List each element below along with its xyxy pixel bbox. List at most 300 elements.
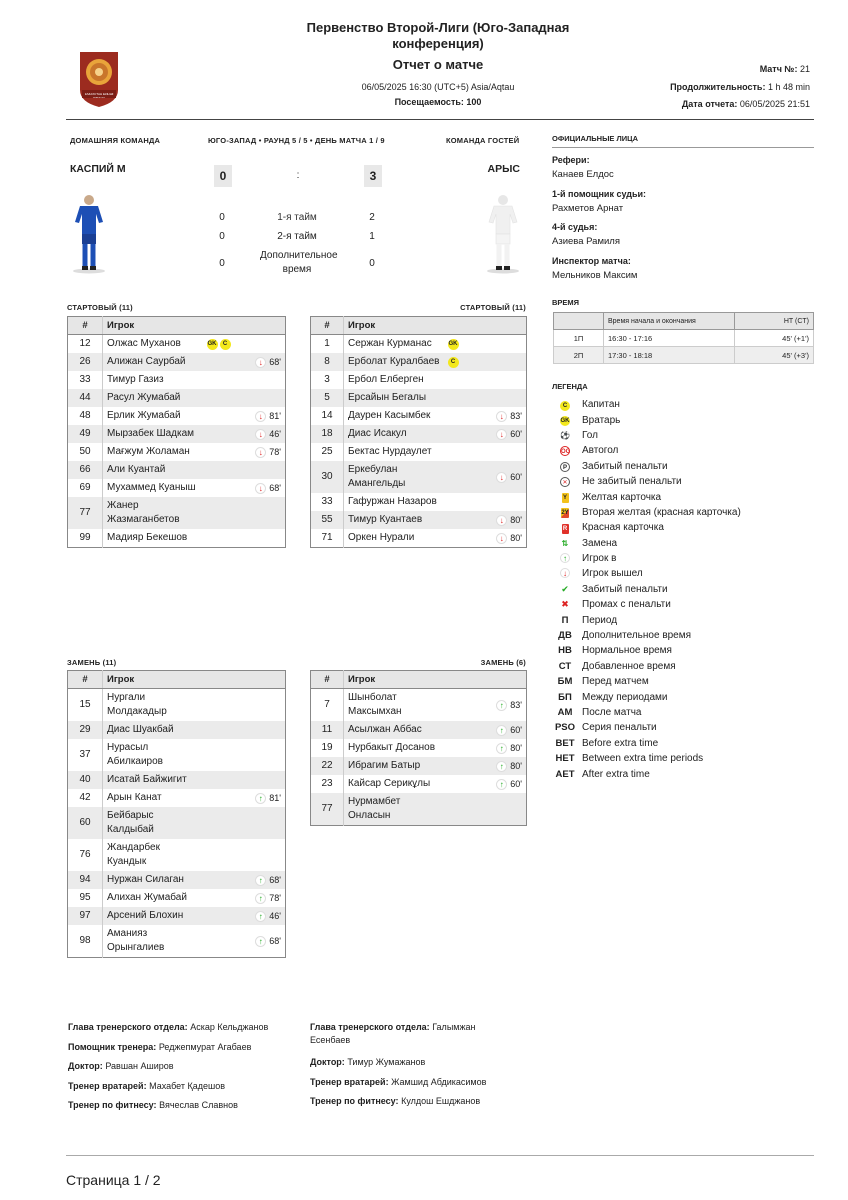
time-col-range: Время начала и окончания <box>604 313 735 330</box>
legend-item <box>552 597 814 612</box>
player-number: 71 <box>311 529 344 548</box>
player-name: Нурбакыт Досанов <box>348 742 436 753</box>
player-out-icon: ↓ <box>255 447 266 458</box>
player-events <box>203 389 286 407</box>
official-role: Рефери: <box>552 155 590 165</box>
official-role: 4-й судья: <box>552 222 598 232</box>
officials-divider <box>552 147 814 148</box>
header-divider <box>66 119 814 120</box>
staff-name: Жамшид Абдикасимов <box>391 1076 487 1087</box>
match-datetime: 06/05/2025 16:30 (UTC+5) Asia/Aqtau <box>361 82 515 92</box>
staff-role: Доктор: <box>310 1057 345 1067</box>
player-events <box>444 511 527 529</box>
legend-label: Before extra time <box>582 737 659 749</box>
player-number: 95 <box>68 889 103 907</box>
player-events <box>203 739 286 771</box>
away-subs-table <box>310 670 527 826</box>
legend-label: Between extra time periods <box>582 753 704 765</box>
away-kit-icon <box>486 192 520 279</box>
player-events <box>444 443 527 461</box>
logo-text: КАЗАХСТАН ЕКІНШІ ЛИГАСЫ <box>84 92 114 98</box>
time-col-ht: HT (CT) <box>735 313 814 330</box>
legend-abbr: СТ <box>558 660 572 672</box>
col-player: Игрок <box>344 671 527 689</box>
player-events <box>444 793 527 826</box>
legend-abbr: HET <box>555 753 575 765</box>
player-row <box>311 511 527 529</box>
legend-symbol <box>552 584 578 595</box>
legend-label: Капитан <box>582 399 620 411</box>
player-in-icon: ↑ <box>496 779 507 790</box>
player-number: 44 <box>68 389 103 407</box>
goalkeeper-icon: GK <box>448 339 459 350</box>
staff-role: Тренер вратарей: <box>68 1080 147 1091</box>
legend-label: Вратарь <box>582 414 621 426</box>
player-events <box>203 925 286 958</box>
legend-item <box>552 628 814 643</box>
time-range: 17:30 - 18:18 <box>604 347 735 364</box>
player-row <box>68 907 286 925</box>
player-events <box>444 689 527 722</box>
period-away-score: 2 <box>369 212 375 223</box>
player-out-icon: ↓ <box>255 357 266 368</box>
player-in-icon: ↑ <box>255 793 266 804</box>
player-row <box>68 789 286 807</box>
attendance-value: 100 <box>466 97 482 107</box>
period-home-score: 0 <box>219 212 225 223</box>
player-events <box>203 889 286 907</box>
player-number: 23 <box>311 775 344 793</box>
legend-label: Автогол <box>582 445 619 457</box>
staff-item <box>68 1099 298 1119</box>
legend-item <box>552 489 814 504</box>
staff-item <box>68 1041 298 1061</box>
player-events <box>444 335 527 354</box>
league-logo <box>74 50 124 108</box>
duration-label: Продолжительность: <box>670 82 766 92</box>
player-name: Гафуржан Назаров <box>348 496 437 507</box>
legend-item <box>552 443 814 458</box>
staff-item <box>68 1021 298 1041</box>
legend-label: Вторая желтая (красная карточка) <box>582 506 741 518</box>
player-name: Диас Исакул <box>344 425 444 443</box>
player-events <box>444 529 527 548</box>
player-number: 18 <box>311 425 344 443</box>
period-label: 2-я тайм <box>277 231 317 242</box>
legend-label: Промах с пенальти <box>582 599 671 611</box>
staff-name: Махабет Қадешов <box>149 1080 226 1091</box>
player-number: 97 <box>68 907 103 925</box>
legend-item <box>552 582 814 597</box>
player-out-icon: ↓ <box>560 568 570 578</box>
attendance-label: Посещаемость: <box>394 97 464 107</box>
penalty-missed-icon: ✕ <box>560 477 570 487</box>
player-name: Ибрагим Батыр <box>344 757 444 775</box>
player-name: Асылжан Аббас <box>344 721 444 739</box>
player-number: 15 <box>68 689 103 722</box>
player-name: Нурмамбет Онласын <box>344 793 444 826</box>
player-row <box>68 353 286 371</box>
player-row <box>68 389 286 407</box>
player-events <box>203 529 286 548</box>
col-player: Игрок <box>103 671 286 689</box>
player-name: Мырзабек Шадкам <box>103 425 203 443</box>
report-date-label: Дата отчета: <box>681 99 738 109</box>
player-number: 33 <box>311 493 344 511</box>
sub-minute: 83' <box>510 411 522 421</box>
player-number: 76 <box>68 839 103 871</box>
time-row <box>554 330 814 347</box>
staff-role: Тренер по фитнесу: <box>68 1100 157 1110</box>
legend-label: Период <box>582 614 618 626</box>
red-card-icon: R <box>562 525 568 532</box>
legend-item <box>552 612 814 627</box>
player-in-icon: ↑ <box>496 700 507 711</box>
player-events <box>444 721 527 739</box>
sub-minute: 68' <box>269 936 281 946</box>
player-row <box>311 793 527 826</box>
period-label: 1-я тайм <box>277 212 317 223</box>
player-out-icon: ↓ <box>255 429 266 440</box>
player-row <box>68 529 286 548</box>
player-row <box>311 389 527 407</box>
home-start-title: СТАРТОВЫЙ (11) <box>67 303 133 312</box>
staff-name: Вячеслав Славнов <box>159 1100 238 1110</box>
player-name: Оркен Нурали <box>348 532 415 543</box>
period-home-score: 0 <box>219 231 225 242</box>
sub-minute: 60' <box>510 472 522 482</box>
period-away-score: 1 <box>369 231 375 242</box>
player-out-icon: ↓ <box>496 411 507 422</box>
legend-item <box>552 689 814 704</box>
legend-abbr: П <box>561 614 569 626</box>
staff-role: Доктор: <box>68 1061 103 1071</box>
legend-symbol <box>552 491 578 503</box>
player-name: Ерсайын Бегалы <box>344 389 444 407</box>
goalkeeper-icon: GK <box>560 418 570 425</box>
player-out-icon: ↓ <box>255 411 266 422</box>
official-item <box>552 155 814 189</box>
player-name: Мағжум Жоламан <box>107 446 190 457</box>
legend-item <box>552 551 814 566</box>
time-col-period <box>554 313 604 330</box>
legend-symbol <box>552 476 578 487</box>
legend-symbol <box>552 506 578 518</box>
col-player: Игрок <box>103 317 286 335</box>
sub-minute: 78' <box>269 447 281 457</box>
legend-item <box>552 674 814 689</box>
legend-item <box>552 659 814 674</box>
legend-symbol <box>552 538 578 549</box>
legend-symbol <box>552 461 578 472</box>
player-events <box>203 443 286 461</box>
report-title: Первенство Второй-Лиги (Юго-Западная конференция) <box>306 20 570 51</box>
player-number: 50 <box>68 443 103 461</box>
away-team-name: АРЫС <box>487 163 520 175</box>
player-in-icon: ↑ <box>255 936 266 947</box>
player-number: 8 <box>311 353 344 371</box>
player-number: 37 <box>68 739 103 771</box>
home-staff <box>68 1021 298 1119</box>
player-number: 12 <box>68 335 103 354</box>
captain-icon: C <box>560 401 570 411</box>
player-name: Бейбарыс Калдыбай <box>103 807 203 839</box>
second-yellow-icon: 2Y <box>561 510 569 517</box>
player-row <box>68 371 286 389</box>
legend-abbr: ДВ <box>558 630 572 642</box>
player-number: 77 <box>68 497 103 529</box>
player-events <box>444 371 527 389</box>
official-item <box>552 256 814 290</box>
legend-label: Красная карточка <box>582 522 664 534</box>
report-date <box>682 99 810 109</box>
player-number: 60 <box>68 807 103 839</box>
player-name: Кайсар Серикұлы <box>348 778 431 789</box>
legend-label: Желтая карточка <box>582 491 662 503</box>
player-row <box>68 839 286 871</box>
sub-minute: 80' <box>510 761 522 771</box>
player-name: Жанер Жазмаганбетов <box>103 497 203 529</box>
player-number: 42 <box>68 789 103 807</box>
staff-item <box>310 1021 510 1056</box>
col-number: # <box>68 317 103 335</box>
away-subs-title: ЗАМЕНЬ (6) <box>480 658 526 667</box>
official-role: 1-й помощник судьи: <box>552 188 647 199</box>
player-name: Даурен Касымбек <box>348 410 431 421</box>
col-number: # <box>311 671 344 689</box>
official-item <box>552 189 814 223</box>
legend-item <box>552 397 814 412</box>
player-events <box>203 807 286 839</box>
player-name: Арын Канат <box>107 792 162 803</box>
legend-item <box>552 474 814 489</box>
sub-minute: 80' <box>510 533 522 543</box>
player-number: 7 <box>311 689 344 722</box>
player-events <box>203 461 286 479</box>
player-events <box>203 425 286 443</box>
time-period: 2П <box>554 347 604 364</box>
player-out-icon: ↓ <box>496 429 507 440</box>
legend-item <box>552 720 814 735</box>
staff-item <box>68 1060 298 1080</box>
sub-minute: 46' <box>269 429 281 439</box>
player-row <box>68 807 286 839</box>
sub-minute: 68' <box>269 357 281 367</box>
legend-abbr: АМ <box>557 707 573 718</box>
player-number: 25 <box>311 443 344 461</box>
legend-label: Забитый пенальти <box>582 583 668 595</box>
player-name: Олжас Муханов <box>107 338 181 349</box>
period-away-score: 0 <box>369 257 375 269</box>
sub-minute: 80' <box>510 515 522 525</box>
official-name: Рахметов Арнат <box>552 202 624 214</box>
player-events <box>444 757 527 775</box>
legend-symbol <box>552 553 578 564</box>
player-row <box>311 425 527 443</box>
player-name: Мухаммед Куаныш <box>107 482 196 493</box>
legend-item <box>552 505 814 520</box>
player-name: Исатай Байжигит <box>103 771 203 789</box>
own-goal-icon: OG <box>560 446 570 456</box>
player-number: 48 <box>68 407 103 425</box>
legend-label: Нормальное время <box>582 645 672 657</box>
home-team-name: КАСПИЙ М <box>70 163 126 175</box>
period-scores <box>212 208 382 280</box>
staff-item <box>310 1076 510 1096</box>
player-row <box>311 739 527 757</box>
player-out-icon: ↓ <box>496 533 507 544</box>
staff-item <box>68 1080 298 1100</box>
away-starting-table <box>310 316 527 548</box>
player-events <box>444 425 527 443</box>
time-title: ВРЕМЯ <box>552 298 580 307</box>
player-name: Ерболат Куралбаев <box>344 353 444 371</box>
sub-minute: 81' <box>269 411 281 421</box>
time-ht: 45' (+1') <box>735 330 814 347</box>
player-events <box>203 789 286 807</box>
player-row <box>311 493 527 511</box>
legend-label: After extra time <box>582 768 650 780</box>
staff-name: Равшан Аширов <box>105 1061 174 1071</box>
player-row <box>311 407 527 425</box>
shootout-scored-icon: ✔ <box>561 583 569 594</box>
player-name: Нургали Молдакадыр <box>107 692 167 717</box>
player-number: 5 <box>311 389 344 407</box>
staff-role: Тренер вратарей: <box>310 1076 389 1087</box>
legend-label: Замена <box>582 537 618 549</box>
legend-item <box>552 536 814 551</box>
score-separator: : <box>296 170 300 181</box>
player-events <box>203 871 286 889</box>
player-name: Ерлик Жумабай <box>107 410 181 421</box>
staff-name: Кулдош Ешджанов <box>401 1096 481 1106</box>
legend-item <box>552 520 814 535</box>
legend-title: ЛЕГЕНДА <box>552 382 588 391</box>
player-out-icon: ↓ <box>255 483 266 494</box>
legend-item <box>552 736 814 751</box>
away-start-title: СТАРТОВЫЙ (11) <box>460 303 526 312</box>
player-events <box>203 353 286 371</box>
sub-minute: 46' <box>269 911 281 921</box>
player-name: Тимур Газиз <box>107 374 164 385</box>
player-in-icon: ↑ <box>496 725 507 736</box>
legend-label: Дополнительное время <box>582 630 692 642</box>
player-row <box>311 443 527 461</box>
goalkeeper-icon: GK <box>207 339 218 350</box>
player-in-icon: ↑ <box>255 911 266 922</box>
player-events <box>444 389 527 407</box>
player-name: Аманияз Орынгалиев <box>107 928 165 953</box>
legend-label: Игрок вышел <box>582 568 643 580</box>
player-row <box>68 871 286 889</box>
match-duration <box>670 82 810 92</box>
player-number: 33 <box>68 371 103 389</box>
away-team-label: КОМАНДА ГОСТЕЙ <box>446 136 520 145</box>
legend-symbol <box>552 568 578 579</box>
player-in-icon: ↑ <box>560 553 570 563</box>
player-number: 99 <box>68 529 103 548</box>
player-number: 3 <box>311 371 344 389</box>
player-name: Арсений Блохин <box>103 907 203 925</box>
legend-abbr: НВ <box>558 645 572 657</box>
player-number: 29 <box>68 721 103 739</box>
player-number: 22 <box>311 757 344 775</box>
player-number: 66 <box>68 461 103 479</box>
official-name: Мельников Максим <box>552 269 638 281</box>
player-events <box>444 461 527 493</box>
player-name: Жандарбек Куандык <box>107 842 160 867</box>
player-row <box>311 775 527 793</box>
sub-minute: 80' <box>510 743 522 753</box>
home-score: 0 <box>214 165 232 187</box>
player-events <box>203 335 286 354</box>
player-row <box>68 721 286 739</box>
legend-symbol <box>552 414 578 426</box>
match-number-value: 21 <box>799 64 810 74</box>
legend-abbr: AET <box>555 768 575 780</box>
player-number: 26 <box>68 353 103 371</box>
official-name: Азиева Рамиля <box>552 236 620 247</box>
period-row <box>212 227 382 246</box>
player-row <box>311 335 527 354</box>
player-name: Али Куантай <box>103 461 203 479</box>
legend-label: После матча <box>582 707 642 718</box>
player-events <box>203 907 286 925</box>
player-row <box>68 479 286 497</box>
officials-title: ОФИЦИАЛЬНЫЕ ЛИЦА <box>552 134 639 143</box>
player-number: 19 <box>311 739 344 757</box>
staff-role: Помощник тренера: <box>68 1041 157 1052</box>
player-name: Расул Жумабай <box>103 389 203 407</box>
period-label: Дополнительное время <box>260 250 338 275</box>
player-row <box>311 757 527 775</box>
player-row <box>68 425 286 443</box>
player-number: 30 <box>311 461 344 493</box>
sub-minute: 78' <box>269 893 281 903</box>
home-kit-icon <box>72 192 106 279</box>
player-events <box>203 497 286 529</box>
home-subs-title: ЗАМЕНЬ (11) <box>67 658 117 667</box>
legend-symbol <box>552 430 578 441</box>
report-date-value: 06/05/2025 21:51 <box>739 99 810 109</box>
player-row <box>68 335 286 354</box>
player-events <box>444 407 527 425</box>
player-events <box>444 775 527 793</box>
staff-role: Тренер по фитнесу: <box>310 1096 399 1106</box>
time-table <box>553 312 814 364</box>
player-name: Алижан Саурбай <box>103 353 203 371</box>
player-number: 11 <box>311 721 344 739</box>
player-row <box>68 443 286 461</box>
player-number: 69 <box>68 479 103 497</box>
player-row <box>68 407 286 425</box>
player-row <box>311 529 527 548</box>
legend-list <box>552 397 814 782</box>
legend-abbr: BET <box>555 737 575 749</box>
player-number: 14 <box>311 407 344 425</box>
player-row <box>311 689 527 722</box>
player-row <box>68 689 286 722</box>
penalty-scored-icon: P <box>560 462 570 472</box>
staff-name: Реджепмурат Агабаев <box>158 1041 252 1052</box>
player-events <box>203 407 286 425</box>
player-name: Шынболат Максымхан <box>348 692 402 717</box>
legend-label: Между периодами <box>582 691 668 703</box>
player-events <box>203 721 286 739</box>
player-in-icon: ↑ <box>255 893 266 904</box>
col-number: # <box>311 317 344 335</box>
legend-label: Добавленное время <box>582 660 676 672</box>
